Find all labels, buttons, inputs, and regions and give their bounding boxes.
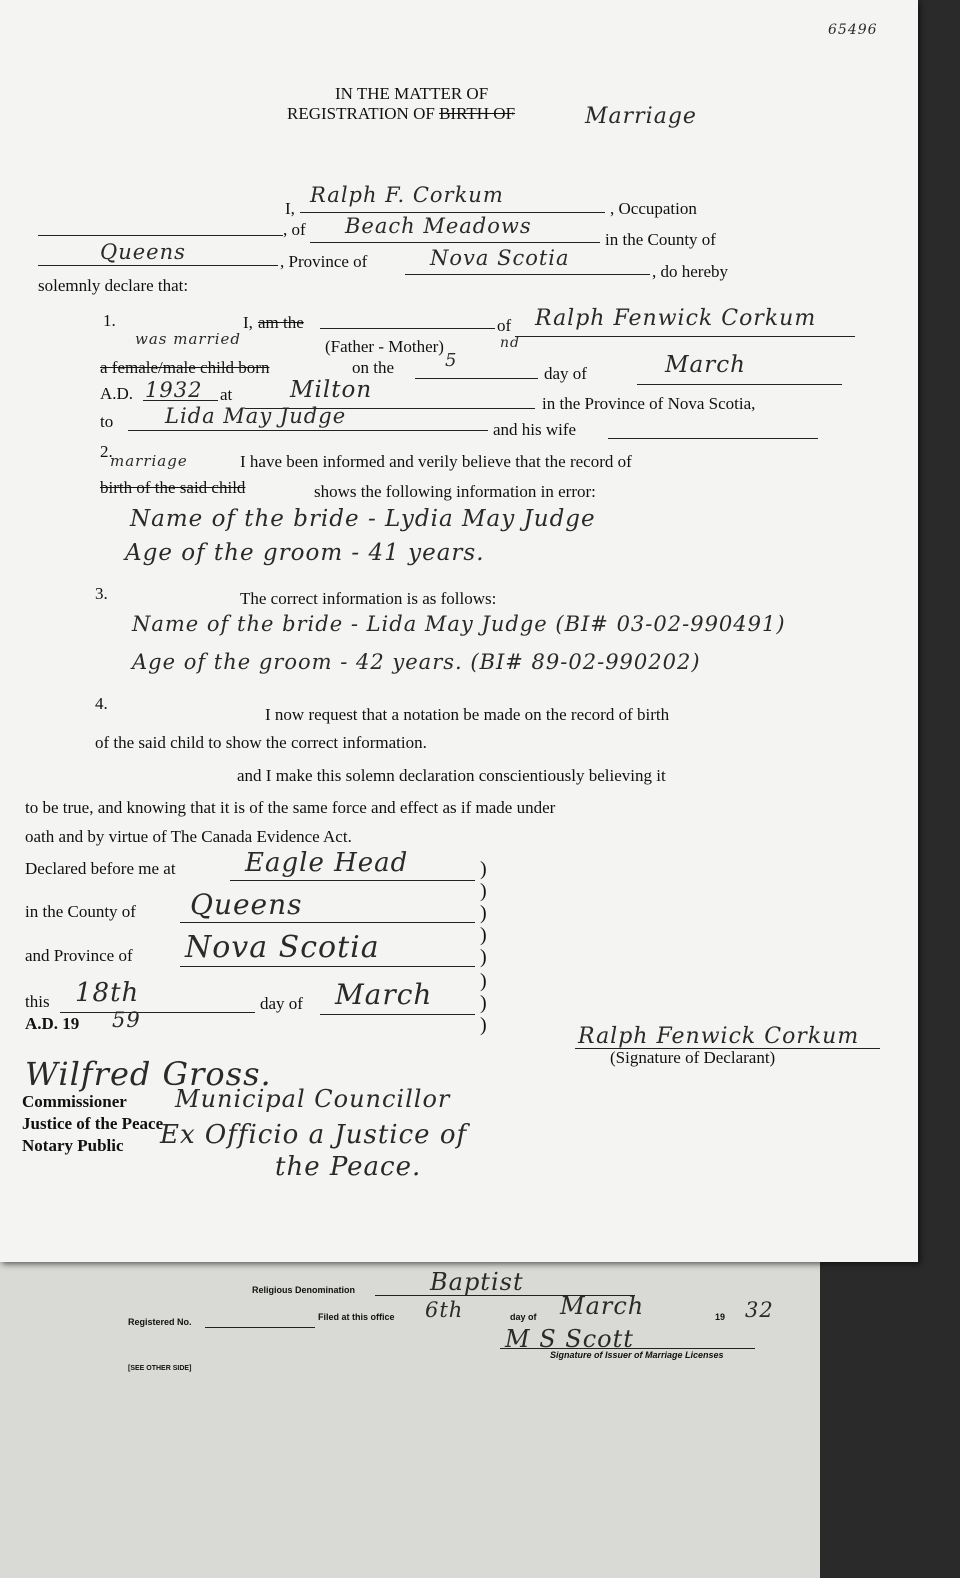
registered-label: Registered No. xyxy=(128,1317,192,1327)
declared-province-label: and Province of xyxy=(25,946,133,965)
s4-text5: oath and by virtue of The Canada Evidence Act. xyxy=(25,827,352,846)
paren-6: ) xyxy=(480,970,487,992)
commissioner-title2: Ex Officio a Justice of xyxy=(160,1120,468,1150)
s3-text: The correct information is as follows: xyxy=(240,589,497,608)
s1-i-label: I, xyxy=(243,313,253,332)
s2-error2: Age of the groom - 41 years. xyxy=(125,540,485,566)
declarant-place: Beach Meadows xyxy=(345,214,532,238)
declared-dayof-label: day of xyxy=(260,994,303,1013)
s3-correct2: Age of the groom - 42 years. (BI# 89-02-990202) xyxy=(132,650,701,674)
declarant-signature: Ralph Fenwick Corkum xyxy=(578,1024,860,1049)
s2-num: 2. xyxy=(100,442,113,461)
county-label: in the County of xyxy=(605,230,716,249)
hereby-label: , do hereby xyxy=(652,262,729,281)
issuer-label: Signature of Issuer of Marriage Licenses xyxy=(550,1350,724,1360)
s1-day: 5 xyxy=(445,350,458,371)
declared-province-value: Nova Scotia xyxy=(185,930,380,965)
s1-his-wife: and his wife xyxy=(493,420,577,439)
s3-num: 3. xyxy=(95,584,108,603)
paren-4: ) xyxy=(480,924,487,946)
s4-num: 4. xyxy=(95,694,108,713)
declarant-county: Queens xyxy=(100,240,186,264)
commissioner-title3: the Peace. xyxy=(275,1152,422,1182)
s2-text2: shows the following information in error: xyxy=(314,482,596,501)
s1-father-mother: (Father - Mother) xyxy=(325,337,444,356)
occupation-label: , Occupation xyxy=(610,199,697,218)
declared-at-label: Declared before me at xyxy=(25,859,176,878)
s1-num: 1. xyxy=(103,311,116,330)
issuer-signature: M S Scott xyxy=(505,1325,634,1353)
s2-error1: Name of the bride - Lydia May Judge xyxy=(130,506,596,532)
header-line2: REGISTRATION OF BIRTH OF xyxy=(287,104,516,123)
s1-ad-label: A.D. xyxy=(100,384,134,403)
s1-day-of: day of xyxy=(544,364,587,383)
s1-place: Milton xyxy=(290,377,373,403)
day-of-label: day of xyxy=(510,1312,537,1322)
religious-value: Baptist xyxy=(430,1268,524,1296)
s1-spouse: Lida May Judge xyxy=(165,404,347,428)
filed-year: 32 xyxy=(745,1298,774,1322)
s4-text1: I now request that a notation be made on the record of birth xyxy=(265,705,670,724)
of-label: , of xyxy=(283,220,306,239)
signature-label: (Signature of Declarant) xyxy=(610,1048,776,1067)
s1-at-label: at xyxy=(220,385,233,404)
underlying-license-form xyxy=(0,1240,820,1578)
s4-text3: and I make this solemn declaration conscientiously believing it xyxy=(237,766,666,785)
commissioner-signature: Wilfred Gross. xyxy=(25,1055,272,1093)
s1-nd: nd xyxy=(500,335,520,351)
religious-label: Religious Denomination xyxy=(252,1285,356,1295)
s4-text2: of the said child to show the correct information. xyxy=(95,733,427,752)
declared-this-label: this xyxy=(25,992,50,1011)
declared-year: 59 xyxy=(112,1008,141,1032)
header-line1: IN THE MATTER OF xyxy=(335,84,489,103)
s1-month: March xyxy=(665,352,746,378)
s1-female-male: a female/male child born xyxy=(100,358,270,377)
declared-month: March xyxy=(335,978,433,1011)
s1-of-label: of xyxy=(497,316,512,335)
paren-7: ) xyxy=(480,992,487,1014)
s4-text4: to be true, and knowing that it is of the same force and effect as if made under xyxy=(25,798,556,817)
paren-1: ) xyxy=(480,858,487,880)
i-label: I, xyxy=(285,199,295,218)
s2-marriage: marriage xyxy=(110,452,188,470)
year-prefix: 19 xyxy=(715,1312,726,1322)
declarant-name: Ralph F. Corkum xyxy=(310,183,504,207)
solemnly-text: solemnly declare that: xyxy=(38,276,189,295)
commissioner-title1: Municipal Councillor xyxy=(175,1085,451,1113)
filed-month: March xyxy=(560,1292,645,1320)
s1-subject: Ralph Fenwick Corkum xyxy=(535,306,817,331)
header-marriage: Marriage xyxy=(585,104,697,129)
s1-to-label: to xyxy=(100,412,114,431)
declared-day: 18th xyxy=(75,978,140,1008)
s1-year: 1932 xyxy=(145,378,203,402)
filed-label: Filed at this office xyxy=(318,1312,395,1322)
paren-5: ) xyxy=(480,946,487,968)
s2-struck: birth of the said child xyxy=(100,478,246,497)
s1-on-the: on the xyxy=(352,358,395,377)
paren-2: ) xyxy=(480,880,487,902)
paren-3: ) xyxy=(480,902,487,924)
s1-province-text: in the Province of Nova Scotia, xyxy=(542,394,756,413)
s1-was-married: was married xyxy=(135,330,242,348)
role-justice: Justice of the Peace xyxy=(22,1114,164,1133)
declared-county-value: Queens xyxy=(190,888,303,921)
see-other-side: [SEE OTHER SIDE] xyxy=(128,1365,192,1372)
file-number: 65496 xyxy=(828,22,878,38)
declared-at-value: Eagle Head xyxy=(245,848,409,878)
province-label: , Province of xyxy=(280,252,368,271)
filed-day: 6th xyxy=(425,1298,464,1322)
paren-8: ) xyxy=(480,1014,487,1036)
s2-text1: I have been informed and verily believe that the record of xyxy=(240,452,632,471)
s1-am-the: am the xyxy=(258,313,304,332)
declared-county-label: in the County of xyxy=(25,902,136,921)
role-notary: Notary Public xyxy=(22,1136,124,1155)
declarant-province: Nova Scotia xyxy=(430,246,570,270)
declared-ad-label: A.D. 19 xyxy=(25,1014,80,1033)
role-commissioner: Commissioner xyxy=(22,1092,127,1111)
s3-correct1: Name of the bride - Lida May Judge (BI# 03-02-990491) xyxy=(132,612,786,636)
